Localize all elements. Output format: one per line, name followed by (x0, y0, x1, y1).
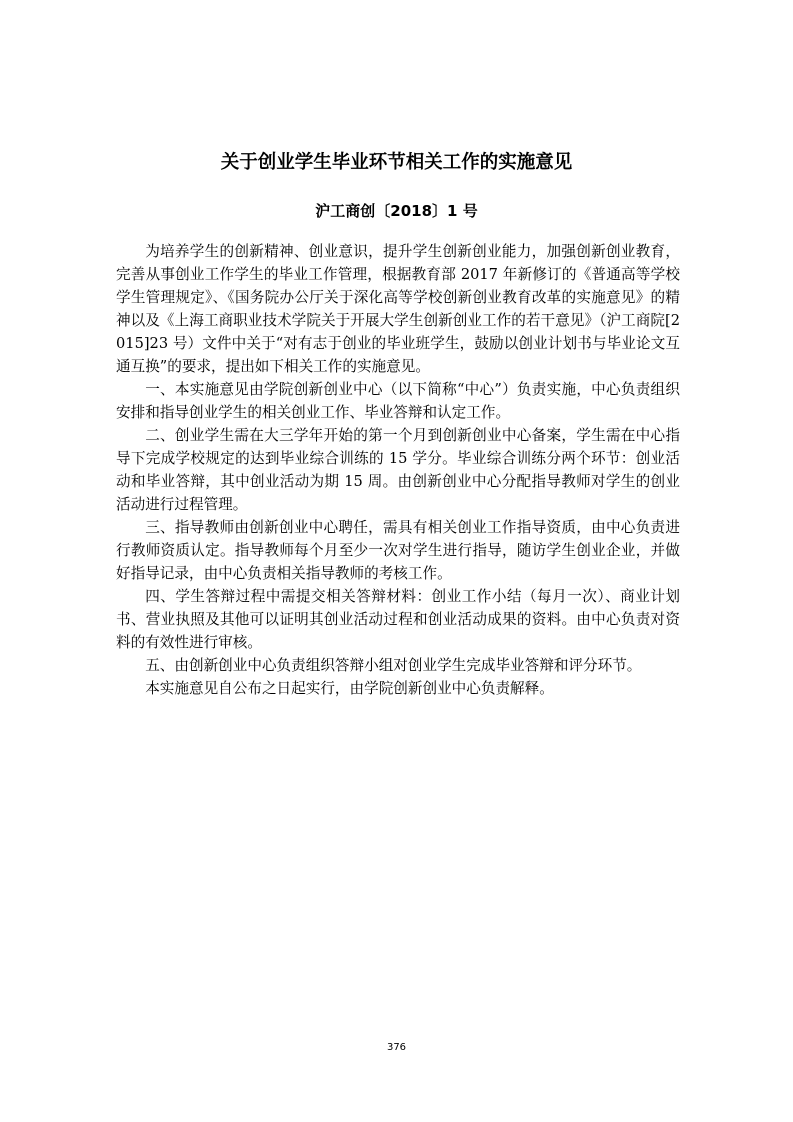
document-body (116, 240, 680, 700)
clause-3-paragraph: 三、指导教师由创新创业中心聘任，需具有相关创业工作指导资质，由中心负责进行教师资质认定。指导教师每个月至少一次对学生进行指导，随访学生创业企业，并做好指导记录，由中心负责相关指导教师的考核工作。 (116, 519, 680, 582)
page-title: 关于创业学生毕业环节相关工作的实施意见 (220, 152, 573, 173)
clause-2-paragraph: 二、创业学生需在大三学年开始的第一个月到创新创业中心备案，学生需在中心指导下完成学校规定的达到毕业综合训练的 15 学分。毕业综合训练分两个环节：创业活动和毕业答辩，其中创业活动为期 15 周。由创新创业中心分配指导教师对学生的创业活动进行过程管理。 (116, 427, 680, 513)
clause-4-paragraph: 四、学生答辩过程中需提交相关答辩材料：创业工作小结（每月一次）、商业计划书、营业执照及其他可以证明其创业活动过程和创业活动成果的资料。由中心负责对资料的有效性进行审核。 (116, 588, 680, 651)
clause-5-paragraph: 五、由创新创业中心负责组织答辩小组对创业学生完成毕业答辩和评分环节。 (145, 657, 642, 674)
intro-paragraph: 为培养学生的创新精神、创业意识，提升学生创新创业能力，加强创新创业教育，完善从事创业工作学生的毕业工作管理，根据教育部 2017 年新修订的《普通高等学校学生管理规定》、《国务院办公厅关于深化高等学校创新创业教育改革的实施意见》的精神以及《上海工商职业技术学院关于开展大学生创新创业工作的若干意见》（沪工商院[2015]23 号）文件中关于“对有志于创业的毕业班学生，鼓励以创业计划书与毕业论文互通互换”的要求，提出如下相关工作的实施意见。 (116, 243, 680, 375)
closing-paragraph: 本实施意见自公布之日起实行，由学院创新创业中心负责解释。 (145, 680, 554, 697)
clause-1-paragraph: 一、本实施意见由学院创新创业中心（以下简称“中心”）负责实施，中心负责组织安排和指导创业学生的相关创业工作、毕业答辩和认定工作。 (116, 381, 680, 421)
document-number: 沪工商创〔2018〕1 号 (315, 202, 478, 220)
page-number: 376 (386, 1042, 407, 1053)
